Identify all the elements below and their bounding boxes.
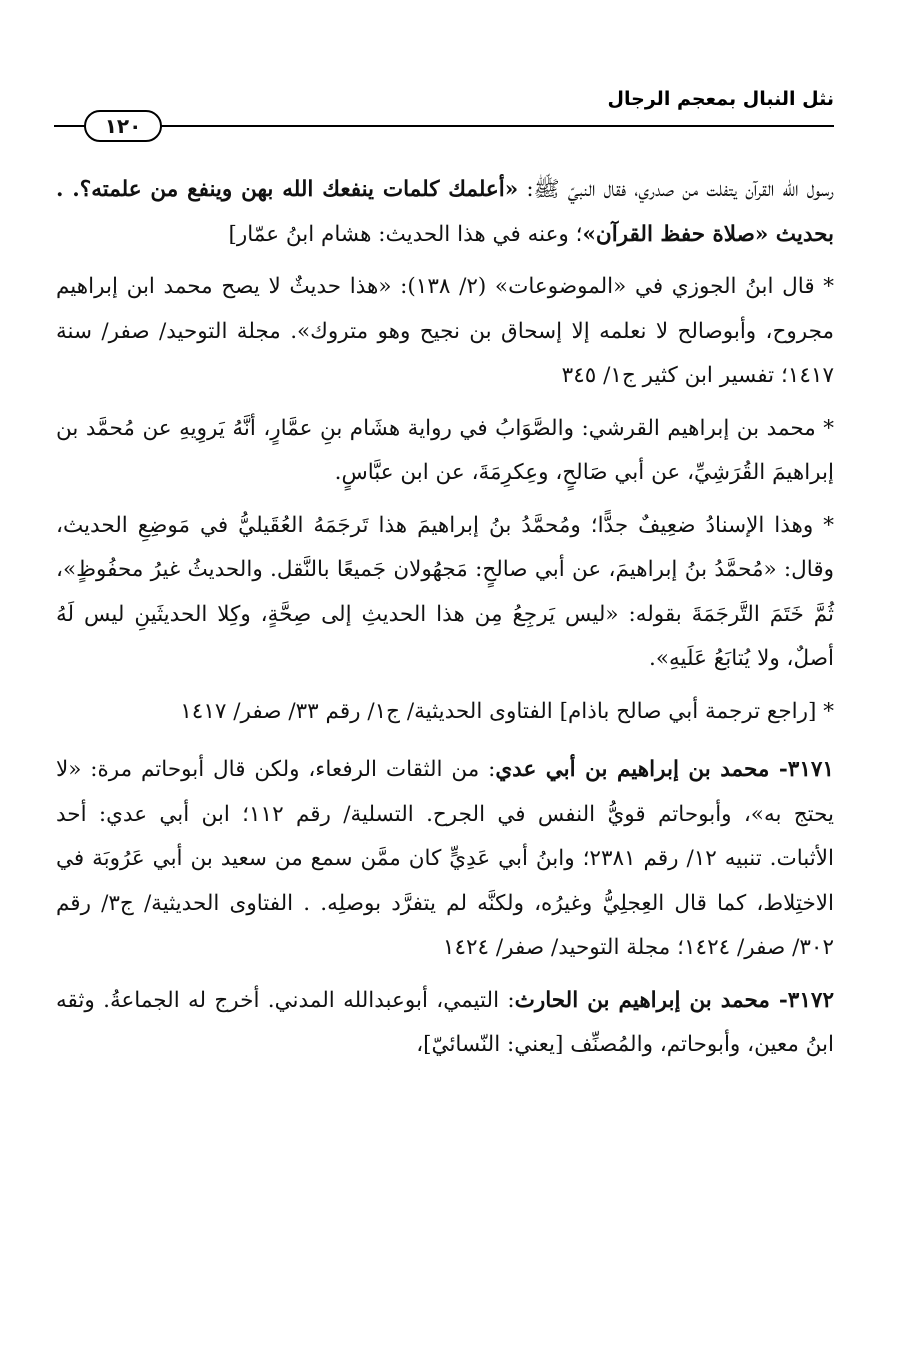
entry-3172 xyxy=(56,979,834,1068)
entry-3171-heading: ٣١٧١- محمد بن إبراهيم بن أبي عدي xyxy=(495,757,834,782)
paragraph-3: * محمد بن إبراهيم القرشي: والصَّوَابُ في رواية هشَام بنِ عمَّارٍ، أنَّهُ يَروِيهِ عن مُحمَّد بن إبراهيمَ القُرَشِيِّ، عن أبي صَالحٍ، وعِكرِمَةَ، عن ابن عبَّاسٍ. xyxy=(56,415,834,485)
paragraph-2: * قال ابنُ الجوزي في «الموضوعات» (٢/ ١٣٨): «هذا حديثٌ لا يصح محمد ابن إبراهيم مجروح، وأبوصالح لا نعلمه إلا إسحاق بن نجيح وهو متروك». مجلة التوحيد/ صفر/ سنة ١٤١٧؛ تفسير ابن كثير ج١/ ٣٤٥ xyxy=(56,274,834,388)
entry-3172-text: : التيمي، أبوعبدالله المدني. أخرج له الجماعةُ. وثقه ابنُ معين، وأبوحاتم، والمُصنِّف [يعني: النّسائيّ]، xyxy=(56,987,834,1057)
paragraph-1-bold: «أعلمك كلمات ينفعك الله بهن وينفع من علمته؟. . بحديث «صلاة حفظ القرآن» xyxy=(56,177,834,247)
page-number: ١٢٠ xyxy=(84,110,162,142)
header-rule xyxy=(54,125,834,127)
body-text xyxy=(56,168,834,1068)
paragraph-1-text-b: ؛ وعنه في هذا الحديث: هشام ابنُ عمّار] xyxy=(228,221,583,247)
paragraph-5: * [راجع ترجمة أبي صالح باذام] الفتاوى الحديثية/ ج١/ رقم ٣٣/ صفر/ ١٤١٧ xyxy=(180,698,834,724)
entry-3171-text: : من الثقات الرفعاء، ولكن قال أبوحاتم مرة: «لا يحتج به»، وأبوحاتم قويُّ النفس في الجرح. التسلية/ رقم ١١٢؛ ابن أبي عدي: أحد الأثبات. تنبيه ١٢/ رقم ٢٣٨١؛ وابنُ أبي عَدِيٍّ كان ممَّن سمع من سعيد بن أبي عَرُوبَة في الاختِلاط، كما قال العِجلِيُّ وغيرُه، ولكنَّه لم يتفرَّد بوصلِه. . الفتاوى الحديثية/ ج٣/ رقم ٣٠٢/ صفر/ ١٤٢٤؛ مجلة التوحيد/ صفر/ ١٤٢٤ xyxy=(56,757,835,960)
paragraph-4: * وهذا الإسنادُ ضعِيفٌ جدًّا؛ ومُحمَّدُ بنُ إبراهيمَ هذا تَرجَمَهُ العُقَيليُّ في مَوضِعِ الحديث، وقال: «مُحمَّدُ بنُ إبراهيمَ، عن أبي صالحٍ: مَجهُولان جَميعًا بالنَّقل. والحديثُ غيرُ محفُوظٍ»، ثُمَّ خَتَمَ التَّرجَمَةَ بقوله: «ليس يَرجِعُ مِن هذا الحديثِ إلى صِحَّةٍ، وكِلا الحديثَينِ ليس لَهُ أصلٌ، ولا يُتابَعُ عَلَيهِ». xyxy=(56,512,834,671)
paragraph-1-text-a: رسول الله القرآن يتفلت من صدري، فقال النبيّ ﷺ: xyxy=(518,177,834,202)
paragraph-1 xyxy=(56,168,834,257)
entry-3171 xyxy=(56,748,834,971)
entry-3172-heading: ٣١٧٢- محمد بن إبراهيم بن الحارث xyxy=(514,987,834,1013)
running-title: نثل النبال بمعجم الرجال xyxy=(607,88,834,110)
